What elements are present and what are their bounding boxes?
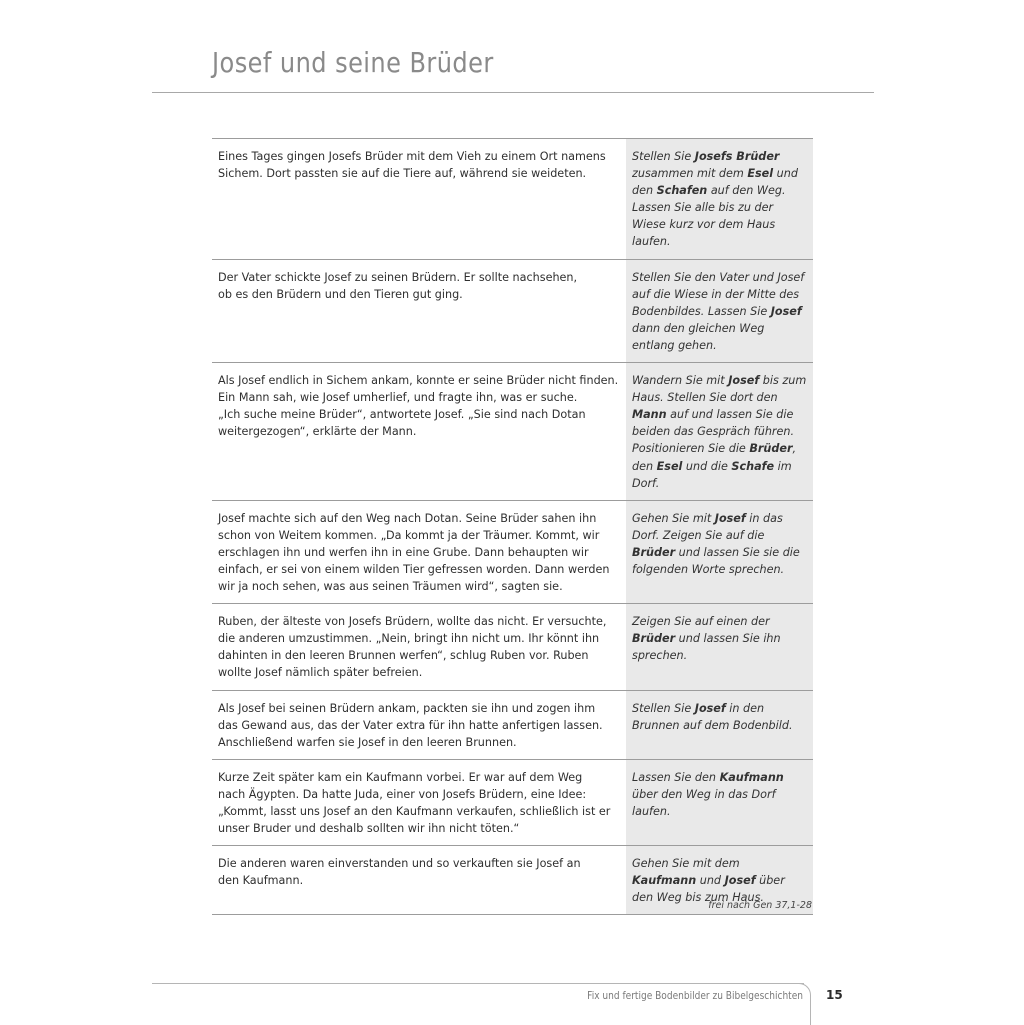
table-row — [212, 139, 813, 260]
story-table — [212, 138, 813, 915]
table-row — [212, 259, 813, 362]
narration-cell — [212, 139, 626, 260]
narration-line: Eines Tages gingen Josefs Brüder mit dem Vieh zu einem Ort namens — [218, 150, 606, 163]
narration-line: Als Josef endlich in Sichem ankam, konnte er seine Brüder nicht finden. — [218, 374, 619, 388]
page-title: Josef und seine Brüder — [212, 46, 494, 79]
narration-cell — [212, 604, 626, 690]
instruction-cell: Stellen Sie Josef in den Brunnen auf dem Bodenbild. — [626, 690, 813, 759]
narration-line: Die anderen waren einverstanden und so verkauften sie Josef an — [218, 857, 581, 871]
narration-line: erschlagen ihn und werfen ihn in eine Grube. Dann behaupten wir — [218, 545, 589, 559]
table-row — [212, 363, 813, 501]
narration-line: das Gewand aus, das der Vater extra für ihn hatte anfertigen lassen. — [218, 718, 603, 732]
narration-line: Als Josef bei seinen Brüdern ankam, packten sie ihn und zogen ihm — [218, 701, 596, 715]
instruction-cell: Stellen Sie den Vater und Josef auf die Wiese in der Mitte des Bodenbildes. Lassen Sie Josef dann den gleichen Weg entlang gehen. — [626, 259, 813, 362]
narration-line: Sichem. Dort passten sie auf die Tiere auf, während sie weideten. — [218, 167, 587, 181]
narration-line: schon von Weitem kommen. „Da kommt ja der Träumer. Kommt, wir — [218, 528, 600, 542]
source-reference: frei nach Gen 37,1-28 — [708, 900, 812, 911]
instruction-cell: Gehen Sie mit Josef in das Dorf. Zeigen Sie auf die Brüder und lassen Sie sie die folgenden Worte sprechen. — [626, 500, 813, 603]
instruction-cell: Lassen Sie den Kaufmann über den Weg in das Dorf laufen. — [626, 759, 813, 845]
narration-line: „Kommt, lasst uns Josef an den Kaufmann verkaufen, schließlich ist er — [218, 805, 611, 818]
narration-line: Anschließend warfen sie Josef in den leeren Brunnen. — [218, 735, 517, 749]
narration-line: unser Bruder und deshalb sollten wir ihn nicht töten.“ — [218, 822, 520, 836]
narration-cell — [212, 759, 626, 845]
page-number: 15 — [826, 988, 843, 1002]
narration-line: Kurze Zeit später kam ein Kaufmann vorbei. Er war auf dem Weg — [218, 770, 583, 784]
narration-line: Josef machte sich auf den Weg nach Dotan. Seine Brüder sahen ihn — [218, 511, 597, 525]
narration-cell — [212, 259, 626, 362]
narration-line: „Ich suche meine Brüder“, antwortete Josef. „Sie sind nach Dotan — [218, 408, 586, 422]
narration-line: Der Vater schickte Josef zu seinen Brüdern. Er sollte nachsehen, — [218, 270, 578, 284]
narration-line: weitergezogen“, erklärte der Mann. — [218, 425, 417, 439]
narration-cell — [212, 500, 626, 603]
narration-line: wollte Josef nämlich später befreien. — [218, 666, 423, 680]
narration-line: einfach, er sei von einem wilden Tier gefressen worden. Dann werden — [218, 562, 610, 576]
narration-line: den Kaufmann. — [218, 874, 304, 888]
instruction-cell: Zeigen Sie auf einen der Brüder und lassen Sie ihn sprechen. — [626, 604, 813, 690]
table-row — [212, 500, 813, 603]
instruction-cell: Wandern Sie mit Josef bis zum Haus. Stellen Sie dort den Mann auf und lassen Sie die beiden das Gespräch führen. Positionieren Sie die Brüder, den Esel und die Schafe im Dorf. — [626, 363, 813, 501]
narration-line: ob es den Brüdern und den Tieren gut ging. — [218, 287, 463, 301]
footer-book-title: Fix und fertige Bodenbilder zu Bibelgeschichten — [587, 990, 803, 1002]
narration-cell — [212, 846, 626, 915]
story-table-body — [212, 139, 813, 915]
table-row — [212, 690, 813, 759]
table-row — [212, 759, 813, 845]
narration-line: wir ja noch sehen, was aus seinen Träumen wird“, sagten sie. — [218, 580, 563, 594]
narration-line: Ruben, der älteste von Josefs Brüdern, wollte das nicht. Er versuchte, — [218, 615, 607, 629]
instruction-cell: Stellen Sie Josefs Brüder zusammen mit dem Esel und den Schafen auf den Weg. Lassen Sie alle bis zu der Wiese kurz vor dem Haus laufen. — [626, 139, 813, 260]
narration-line: die anderen umzustimmen. „Nein, bringt ihn nicht um. Ihr könnt ihn — [218, 632, 600, 646]
footer-divider — [152, 983, 804, 984]
narration-cell — [212, 690, 626, 759]
narration-line: dahinten in den leeren Brunnen werfen“, schlug Ruben vor. Ruben — [218, 649, 589, 663]
title-divider — [152, 92, 874, 93]
table-row — [212, 604, 813, 690]
instruction-cell: Gehen Sie mit dem Kaufmann und Josef über den Weg bis zum Haus. — [626, 846, 813, 915]
narration-cell — [212, 363, 626, 501]
narration-line: nach Ägypten. Da hatte Juda, einer von Josefs Brüdern, eine Idee: — [218, 787, 587, 801]
narration-line: Ein Mann sah, wie Josef umherlief, und fragte ihn, was er suche. — [218, 391, 578, 405]
